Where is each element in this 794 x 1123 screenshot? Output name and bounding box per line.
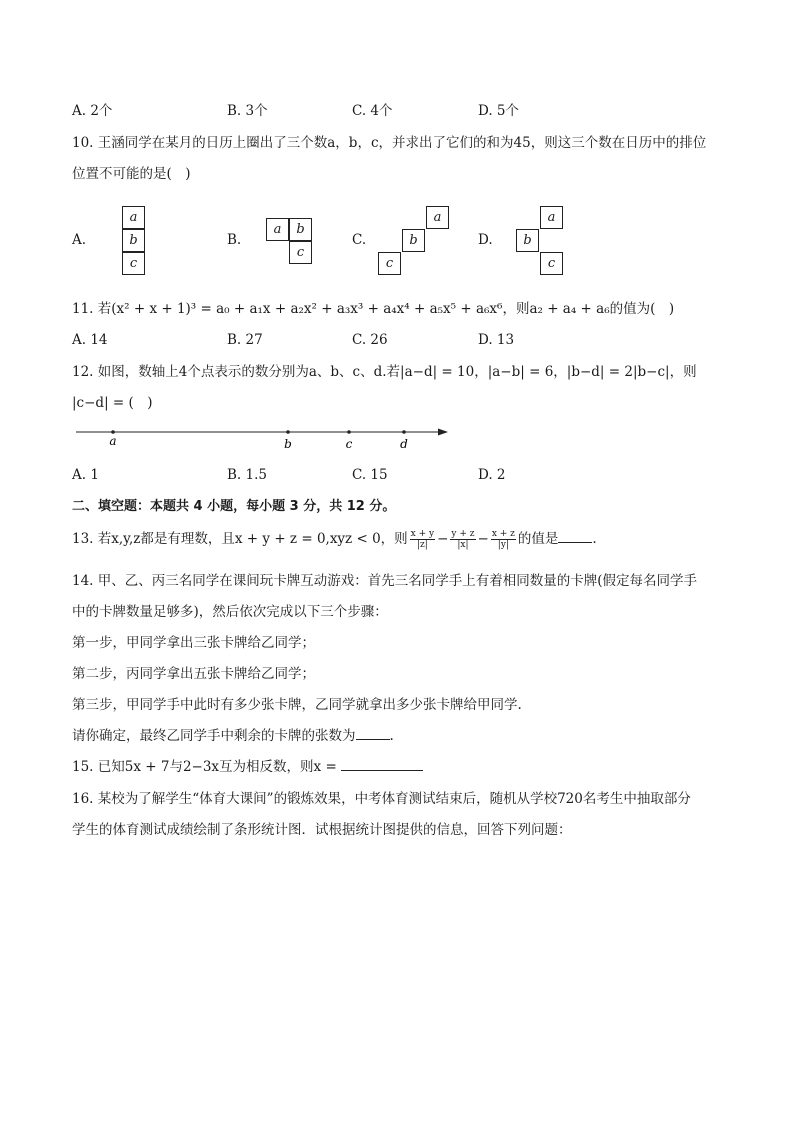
point-b-label: b [284,437,292,451]
point-b [286,430,290,434]
q12-text-line1: 12. 如图，数轴上4个点表示的数分别为a、b、c、d.若|a−d| = 10，|a−b| = 6，|b−d| = 2|b−c|，则 [72,364,697,380]
q10-text-line2: 位置不可能的是( ) [72,166,191,182]
q14-answer-blank[interactable] [356,739,390,740]
calendar-cell-a: a [540,206,563,229]
fraction-denominator: |z| [416,540,428,550]
q12-option-d: D. 2 [478,467,506,483]
fraction-numerator: y + z [451,529,475,539]
q11-option-d: D. 13 [478,332,515,348]
point-d [402,430,406,434]
q12-text-line2: |c−d| = ( ) [72,395,153,411]
calendar-cell-b: b [402,229,425,252]
calendar-cell-a: a [426,206,449,229]
point-c [347,430,351,434]
q9-option-b: B. 3个 [227,103,268,119]
point-d-label: d [400,437,408,451]
calendar-cell-c: c [540,252,563,275]
q16-text-line2: 学生的体育测试成绩绘制了条形统计图．试根据统计图提供的信息，回答下列问题： [72,822,572,838]
q12-option-c: C. 15 [352,467,388,483]
q13-fraction-1 [410,529,435,550]
q11-option-a: A. 14 [72,332,108,348]
q11-text: 11. 若(x² + x + 1)³ = a₀ + a₁x + a₂x² + a₃x³ + a₄x⁴ + a₅x⁵ + a₆x⁶，则a₂ + a₄ + a₆的值为( ) [72,301,675,317]
point-a-label: a [109,434,117,448]
q10-option-b-label: B. [227,232,242,248]
fraction-numerator: x + z [491,529,515,539]
q10-text-line1: 10. 王涵同学在某月的日历上圈出了三个数a，b，c，并求出了它们的和为45，则这三个数在日历中的排位 [72,135,707,151]
point-c-label: c [345,437,353,451]
q13-suffix: 的值是 [517,531,559,547]
q11-option-c: C. 26 [352,332,388,348]
q14-end: . [389,728,394,744]
q12-option-b: B. 1.5 [227,467,267,483]
q14-final-line [72,726,394,746]
q13-end: . [592,531,597,547]
calendar-cell-b: b [516,229,539,252]
calendar-cell-c: c [122,252,145,275]
q13-minus-1: − [437,531,449,547]
fraction-numerator: x + y [410,529,435,539]
q16-text-line1: 16. 某校为了解学生“体育大课间”的锻炼效果，中考体育测试结束后，随机从学校720名考生中抽取部分 [72,791,691,807]
q9-option-c: C. 4个 [352,103,393,119]
q14-step1: 第一步，甲同学拿出三张卡牌给乙同学； [72,635,315,651]
q15-line [72,757,423,777]
q10-option-a-label: A. [72,232,87,248]
calendar-cell-c: c [289,241,312,264]
calendar-cell-b: b [122,229,145,252]
calendar-cell-a: a [122,206,145,229]
fraction-denominator: |y| [497,540,509,550]
q13-fraction-2 [450,529,475,550]
q9-option-a: A. 2个 [72,103,113,119]
number-line-figure [70,420,460,456]
q14-final-text: 请你确定，最终乙同学手中剩余的卡牌的张数为 [72,728,356,744]
q14-text-line1: 14. 甲、乙、丙三名同学在课间玩卡牌互动游戏：首先三名同学手上有着相同数量的卡牌(假定每名同学手 [72,573,698,589]
q15-answer-blank[interactable] [341,770,423,771]
q13-question [72,528,597,550]
section-heading-fill-in: 二、填空题：本题共 4 小题，每小题 3 分，共 12 分。 [72,499,396,514]
q14-step3: 第三步，甲同学手中此时有多少张卡牌，乙同学就拿出多少张卡牌给甲同学. [72,697,522,713]
calendar-cell-a: a [266,218,289,241]
q15-text: 15. 已知5x + 7与2−3x互为相反数，则x = [72,759,337,775]
q9-option-d: D. 5个 [478,103,520,119]
number-line-arrow-icon [438,429,448,436]
calendar-cell-b: b [289,218,312,241]
fraction-denominator: |x| [457,540,469,550]
q11-option-b: B. 27 [227,332,263,348]
calendar-cell-c: c [378,252,401,275]
q13-answer-blank[interactable] [558,542,592,543]
q13-minus-2: − [477,531,489,547]
q12-option-a: A. 1 [72,467,99,483]
q10-option-c-label: C. [352,232,367,248]
q14-step2: 第二步，丙同学拿出五张卡牌给乙同学； [72,666,315,682]
q14-text-line2: 中的卡牌数量足够多)，然后依次完成以下三个步骤： [72,604,388,620]
q10-option-d-label: D. [478,232,493,248]
q13-fraction-3 [491,529,516,550]
q13-prefix: 13. 若x,y,z都是有理数，且x + y + z = 0,xyz < 0，则 [72,531,408,547]
